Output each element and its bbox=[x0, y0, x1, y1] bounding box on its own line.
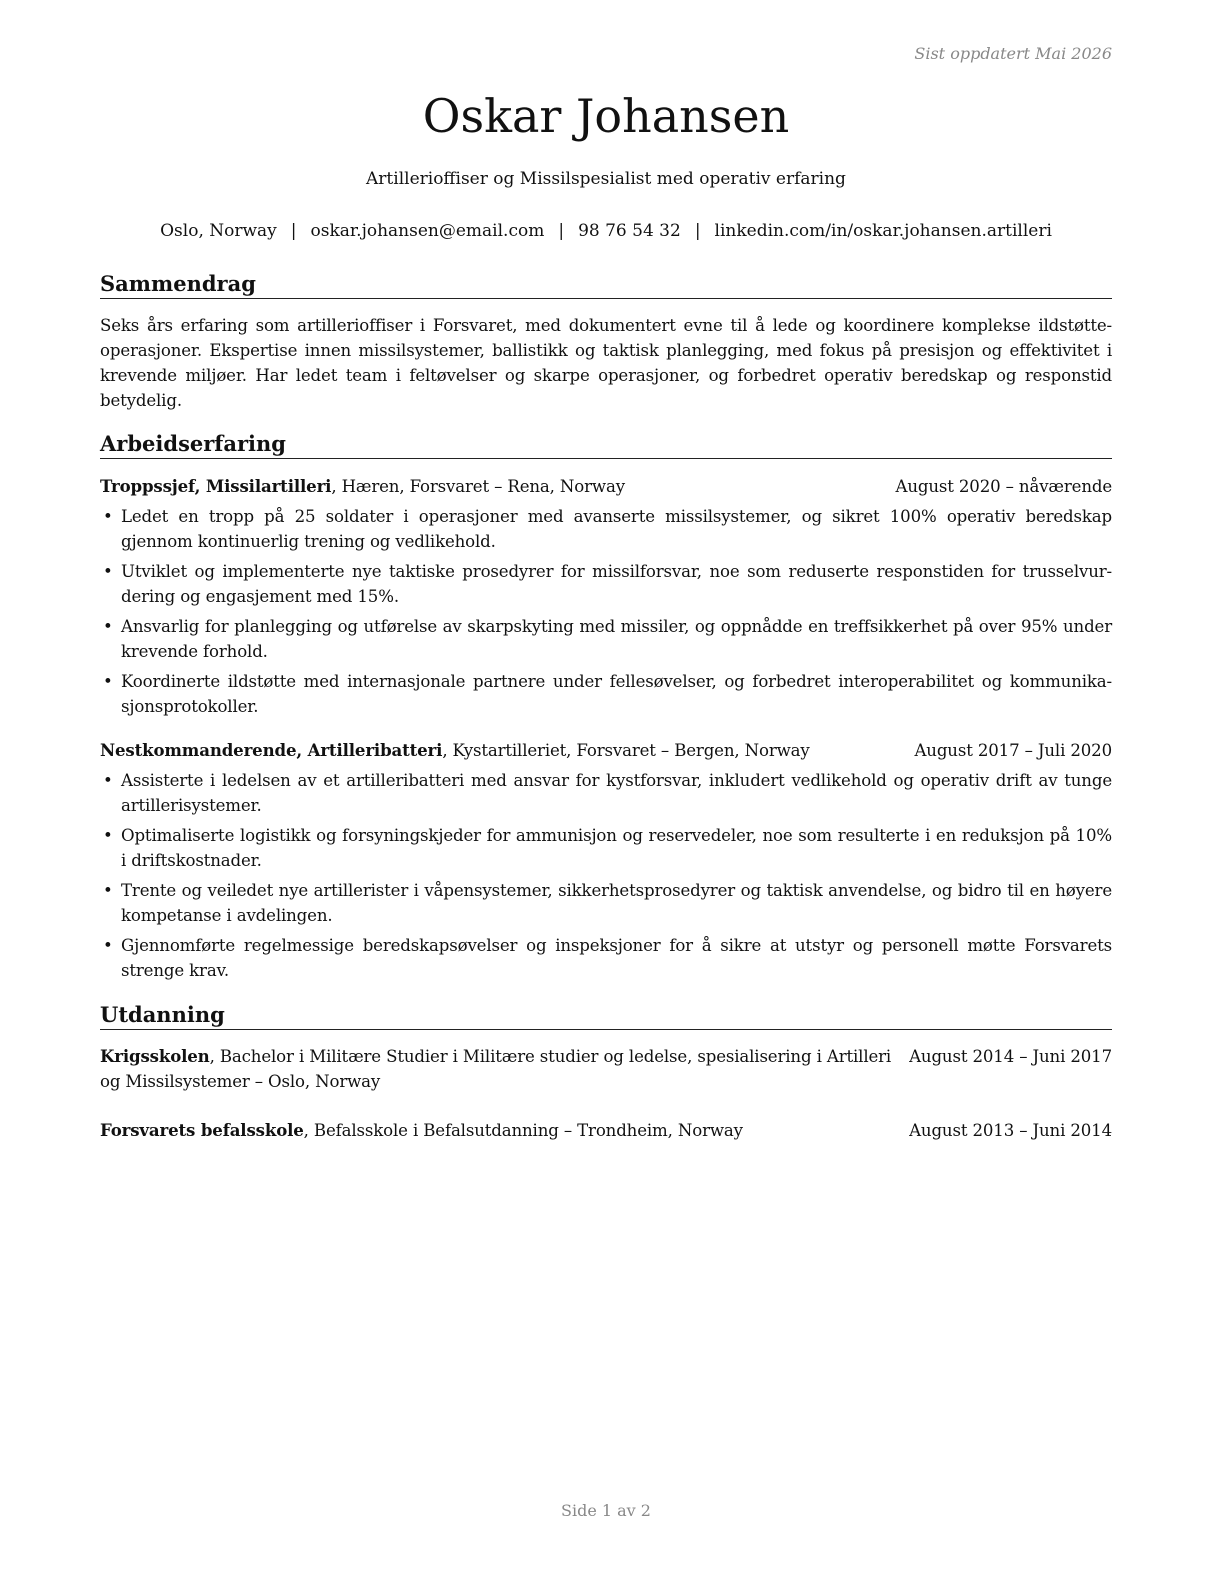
bullet-icon: • bbox=[103, 562, 113, 581]
headline: Artillerioffiser og Missilspesialist med operativ erfaring bbox=[366, 169, 846, 189]
job-org: , Hæren, Forsvaret – Rena, Norway bbox=[331, 477, 625, 496]
contact-location: Oslo, Norway bbox=[160, 221, 277, 241]
bullet-item bbox=[100, 559, 1112, 609]
section-title-experience: Arbeidserfaring bbox=[100, 430, 1112, 459]
bullet-icon: • bbox=[103, 507, 113, 526]
bullet-item bbox=[100, 504, 1112, 554]
bullet-text: Gjennomførte regelmessige beredskapsøvelser og inspeksjoner for å sikre at utstyr og personell møtte Forsvarets strenge krav. bbox=[121, 936, 1112, 980]
job-bullets bbox=[100, 504, 1112, 719]
bullet-item bbox=[100, 669, 1112, 719]
education-line bbox=[100, 1118, 909, 1143]
contact-line bbox=[100, 219, 1112, 243]
job-role: Nestkommanderende, Artilleribatteri bbox=[100, 740, 443, 760]
bullet-item bbox=[100, 933, 1112, 983]
school-detail: , Bachelor i Militære Studier i Militære studier og ledelse, spesialisering i Artilleri og Missilsystemer – Oslo, Norway bbox=[100, 1047, 892, 1091]
education-line bbox=[100, 1044, 909, 1094]
section-title-summary: Sammendrag bbox=[100, 270, 1112, 299]
candidate-name: Oskar Johansen bbox=[422, 89, 790, 143]
bullet-icon: • bbox=[103, 826, 113, 845]
job-title-line bbox=[100, 738, 914, 763]
contact-linkedin[interactable]: linkedin.com/in/oskar.johansen.artilleri bbox=[714, 221, 1052, 241]
school-name: Krigsskolen bbox=[100, 1046, 210, 1066]
last-updated: Sist oppdatert Mai 2026 bbox=[914, 44, 1112, 63]
job-header bbox=[100, 474, 1112, 499]
bullet-icon: • bbox=[103, 771, 113, 790]
section-title-education: Utdanning bbox=[100, 1001, 1112, 1030]
bullet-text: Koordinerte ildstøtte med internasjonale partnere under fellesøvelser, og forbedret interoperabilitet og kommunika-sjonsprotokoller. bbox=[121, 672, 1112, 716]
job-dates: August 2017 – Juli 2020 bbox=[914, 741, 1112, 760]
bullet-icon: • bbox=[103, 672, 113, 691]
bullet-icon: • bbox=[103, 617, 113, 636]
education-section bbox=[100, 1001, 1112, 1143]
bullet-text: Assisterte i ledelsen av et artilleribatteri med ansvar for kystforsvar, inkludert vedlikehold og operativ drift av tunge artillerisystemer. bbox=[121, 771, 1112, 815]
summary-text: Seks års erfaring som artillerioffiser i Forsvaret, med dokumentert evne til å lede og koordinere komplekse ildstøtte-operasjoner. Ekspertise innen missilsystemer, ballistikk og taktisk planlegging, med fokus på presisjon og effektivitet i krevende miljøer. Har ledet team i feltøvelser og skarpe operasjoner, og forbedret operativ beredskap og responstid betydelig. bbox=[100, 316, 1112, 410]
bullet-text: Ansvarlig for planlegging og utførelse av skarpskyting med missiler, og oppnådde en treffsikkerhet på over 95% under krevende forhold. bbox=[121, 617, 1112, 661]
experience-section bbox=[100, 430, 1112, 988]
contact-phone: 98 76 54 32 bbox=[578, 221, 681, 241]
job-title-line bbox=[100, 474, 896, 499]
job-bullets bbox=[100, 768, 1112, 983]
separator: | bbox=[694, 221, 701, 241]
job-org: , Kystartilleriet, Forsvaret – Bergen, Norway bbox=[442, 741, 810, 760]
bullet-text: Optimaliserte logistikk og forsyningskjeder for ammunisjon og reservedeler, noe som resulterte i en reduksjon på 10% i driftskostnader. bbox=[121, 826, 1112, 870]
bullet-icon: • bbox=[103, 881, 113, 900]
education-entry bbox=[100, 1044, 1112, 1094]
job-role: Troppssjef, Missilartilleri bbox=[100, 476, 332, 496]
job-header bbox=[100, 738, 1112, 763]
education-entry bbox=[100, 1118, 1112, 1143]
job-dates: August 2020 – nåværende bbox=[895, 477, 1112, 496]
school-name: Forsvarets befalsskole bbox=[100, 1120, 304, 1140]
contact-email[interactable]: oskar.johansen@email.com bbox=[310, 221, 545, 241]
bullet-icon: • bbox=[103, 936, 113, 955]
separator: | bbox=[558, 221, 565, 241]
bullet-item bbox=[100, 768, 1112, 818]
job-entry bbox=[100, 738, 1112, 983]
bullet-item bbox=[100, 878, 1112, 928]
bullet-text: Trente og veiledet nye artillerister i våpensystemer, sikkerhetsprosedyrer og taktisk anvendelse, og bidro til en høyere kompetanse i avdelingen. bbox=[121, 881, 1112, 925]
page-number: Side 1 av 2 bbox=[561, 1501, 651, 1520]
education-dates: August 2013 – Juni 2014 bbox=[909, 1121, 1112, 1140]
summary-section bbox=[100, 270, 1112, 413]
bullet-text: Ledet en tropp på 25 soldater i operasjoner med avanserte missilsystemer, og sikret 100% operativ beredskap gjennom kontinuerlig trening og vedlikehold. bbox=[121, 507, 1112, 551]
separator: | bbox=[290, 221, 297, 241]
bullet-item bbox=[100, 614, 1112, 664]
school-detail: , Befalsskole i Befalsutdanning – Trondheim, Norway bbox=[303, 1121, 743, 1140]
education-dates: August 2014 – Juni 2017 bbox=[909, 1047, 1112, 1066]
bullet-text: Utviklet og implementerte nye taktiske prosedyrer for missilforsvar, noe som reduserte responstiden for trusselvur-dering og engasjement med 15%. bbox=[121, 562, 1112, 606]
resume-page bbox=[100, 0, 1112, 1584]
job-entry bbox=[100, 474, 1112, 719]
bullet-item bbox=[100, 823, 1112, 873]
